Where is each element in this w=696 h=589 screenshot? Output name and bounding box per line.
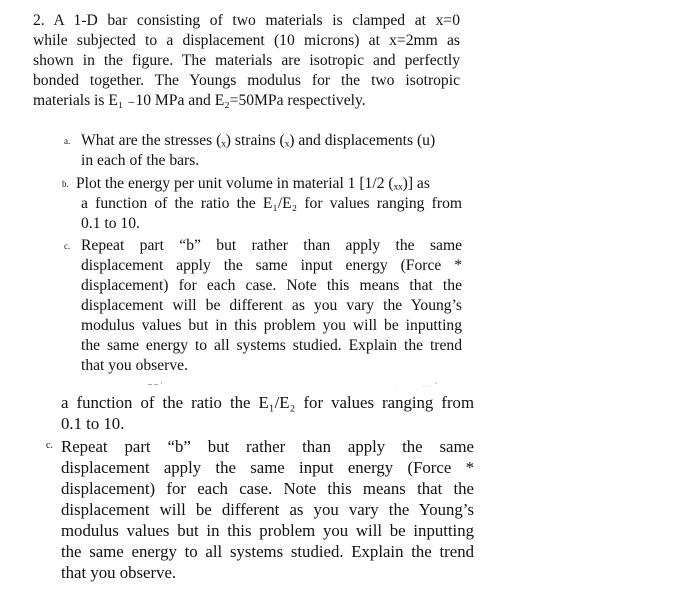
part-a-line: What are the stresses (ₓ) strains (ₓ) and displacements (u) xyxy=(81,132,436,149)
lower-c-line: displacement apply the same input energy (Force * xyxy=(61,458,474,477)
lower-b-line: a function of the ratio the E₁/E₂ for values ranging from xyxy=(61,393,474,412)
part-c-line: displacement apply the same input energy (Force * xyxy=(81,257,462,274)
lower-c-line: Repeat part “b” but rather than apply the same xyxy=(61,437,474,456)
lower-c-line: that you observe. xyxy=(61,563,177,582)
part-c-line: that you observe. xyxy=(81,357,188,374)
lower-c-line: modulus values but in this problem you will be inputting xyxy=(61,521,474,540)
lower-b-line: 0.1 to 10. xyxy=(61,414,125,433)
part-c-line: Repeat part “b” but rather than apply the same xyxy=(81,237,462,254)
lower-c-line: the same energy to all systems studied. Explain the trend xyxy=(61,542,474,561)
part-c-line: displacement will be different as you vary the Young’s xyxy=(81,297,462,314)
part-a-marker: a. xyxy=(64,136,71,146)
intro-line: 2. A 1-D bar consisting of two materials is clamped at x=0 xyxy=(33,12,460,29)
part-b-marker: b. xyxy=(62,179,69,189)
part-b-line: a function of the ratio the E₁/E₂ for values ranging from xyxy=(81,195,462,212)
part-c-marker: c. xyxy=(64,241,71,251)
lower-c-marker: c. xyxy=(46,440,53,451)
cropped-text-fragment: – – · xyxy=(148,381,163,387)
intro-line: bonded together. The Youngs modulus for the two isotropic xyxy=(33,72,460,89)
part-c-line: the same energy to all systems studied. Explain the trend xyxy=(81,337,462,354)
cropped-text-fragment: ˌˌˌˌ · xyxy=(422,381,438,387)
intro-line: materials is E₁ ₋10 MPa and E₂=50MPa respectively. xyxy=(33,92,366,109)
part-a-line: in each of the bars. xyxy=(81,152,200,169)
lower-c-line: displacement will be different as you vary the Young’s xyxy=(61,500,474,519)
cropped-text-fragment: ˌ xyxy=(395,381,398,387)
part-b-line: 0.1 to 10. xyxy=(81,215,140,232)
part-b-line: Plot the energy per unit volume in material 1 [1/2 (ₓₓ)] as xyxy=(76,175,430,192)
lower-c-line: displacement) for each case. Note this means that the xyxy=(61,479,474,498)
part-c-line: displacement) for each case. Note this means that the xyxy=(81,277,462,294)
intro-line: while subjected to a displacement (10 microns) at x=2mm as xyxy=(33,32,460,49)
intro-line: shown in the figure. The materials are isotropic and perfectly xyxy=(33,52,460,69)
part-c-line: modulus values but in this problem you will be inputting xyxy=(81,317,462,334)
